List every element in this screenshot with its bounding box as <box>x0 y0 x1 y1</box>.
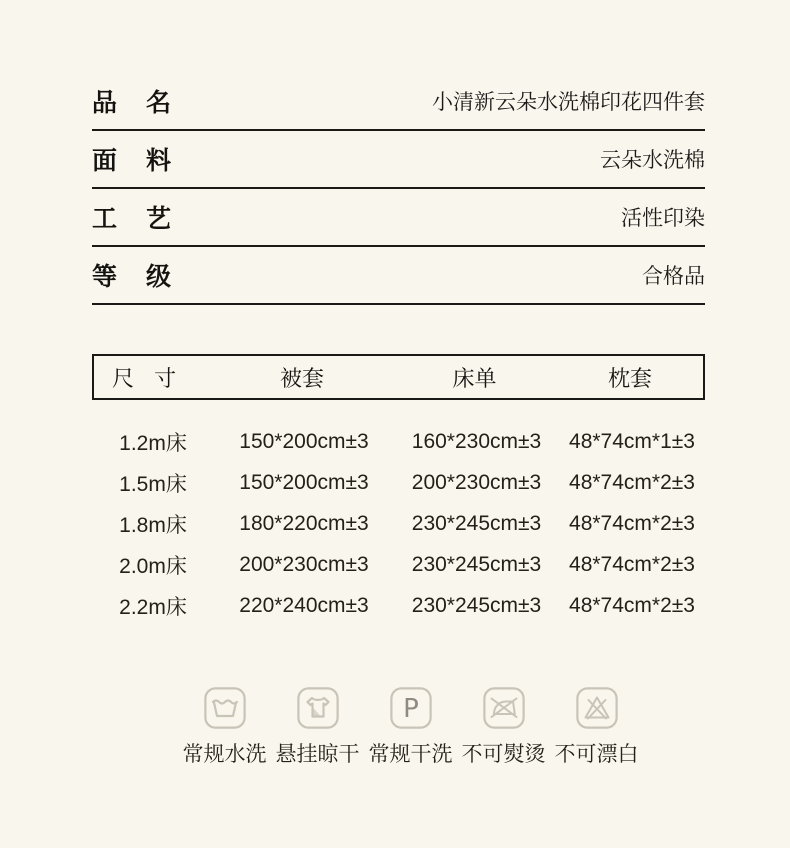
spec-value-craft: 活性印染 <box>621 207 705 230</box>
spec-row-fabric <box>92 131 705 189</box>
header-bed-sheet: 床单 <box>452 365 497 391</box>
header-size: 尺 寸 <box>112 365 177 391</box>
product-spec-sheet <box>92 0 705 768</box>
spec-label-grade: 等 级 <box>92 263 172 291</box>
care-label: 常规水洗 <box>182 743 267 766</box>
size-table <box>92 354 705 626</box>
cell-duvet: 220*240cm±3 <box>239 593 369 617</box>
table-row <box>92 503 705 544</box>
no-bleach-icon <box>576 687 618 729</box>
table-row <box>92 585 705 626</box>
cell-sheet: 160*230cm±3 <box>411 429 542 453</box>
svg-text:P: P <box>402 694 419 724</box>
care-item-no-iron <box>457 687 550 768</box>
header-duvet-cover: 被套 <box>279 365 324 391</box>
cell-sheet: 230*245cm±3 <box>411 552 542 576</box>
care-label: 不可漂白 <box>554 743 639 766</box>
cell-duvet: 200*230cm±3 <box>239 552 369 576</box>
care-item-no-bleach <box>550 687 643 768</box>
cell-bed-size: 1.5m床 <box>119 472 187 496</box>
care-item-dry-clean <box>364 687 457 768</box>
spec-row-grade <box>92 247 705 305</box>
cell-pillow: 48*74cm*2±3 <box>569 593 695 617</box>
cell-duvet: 180*220cm±3 <box>239 511 369 535</box>
dry-clean-p-icon <box>390 687 432 729</box>
table-row <box>92 544 705 585</box>
cell-bed-size: 2.0m床 <box>119 554 187 578</box>
care-item-hang-dry <box>271 687 364 768</box>
cell-pillow: 48*74cm*2±3 <box>569 552 695 576</box>
cell-pillow: 48*74cm*2±3 <box>569 511 695 535</box>
care-label: 常规干洗 <box>368 743 453 766</box>
table-row <box>92 421 705 462</box>
table-row <box>92 462 705 503</box>
spec-row-product-name <box>92 73 705 131</box>
spec-section <box>92 73 705 305</box>
cell-bed-size: 1.2m床 <box>119 431 187 455</box>
spec-label-craft: 工 艺 <box>92 205 172 233</box>
cell-bed-size: 2.2m床 <box>119 595 187 619</box>
cell-sheet: 230*245cm±3 <box>411 511 542 535</box>
spec-label-fabric: 面 料 <box>92 147 172 175</box>
cell-pillow: 48*74cm*2±3 <box>569 470 695 494</box>
spec-label-product-name: 品 名 <box>92 89 172 117</box>
size-table-body <box>92 421 705 626</box>
care-instructions <box>116 687 705 768</box>
cell-sheet: 200*230cm±3 <box>411 470 542 494</box>
spec-value-fabric: 云朵水洗棉 <box>600 149 705 172</box>
spec-row-craft <box>92 189 705 247</box>
cell-duvet: 150*200cm±3 <box>239 429 369 453</box>
header-pillowcase: 枕套 <box>607 365 652 391</box>
care-item-wash <box>178 687 271 768</box>
no-iron-icon <box>483 687 525 729</box>
size-table-header <box>92 354 705 400</box>
wash-tub-icon <box>204 687 246 729</box>
spec-value-product-name: 小清新云朵水洗棉印花四件套 <box>432 91 705 114</box>
cell-sheet: 230*245cm±3 <box>411 593 542 617</box>
cell-duvet: 150*200cm±3 <box>239 470 369 494</box>
care-label: 不可熨烫 <box>461 743 546 766</box>
spec-value-grade: 合格品 <box>642 265 705 288</box>
care-label: 悬挂晾干 <box>275 743 360 766</box>
cell-bed-size: 1.8m床 <box>119 513 187 537</box>
cell-pillow: 48*74cm*1±3 <box>569 429 695 453</box>
hang-dry-icon <box>297 687 339 729</box>
